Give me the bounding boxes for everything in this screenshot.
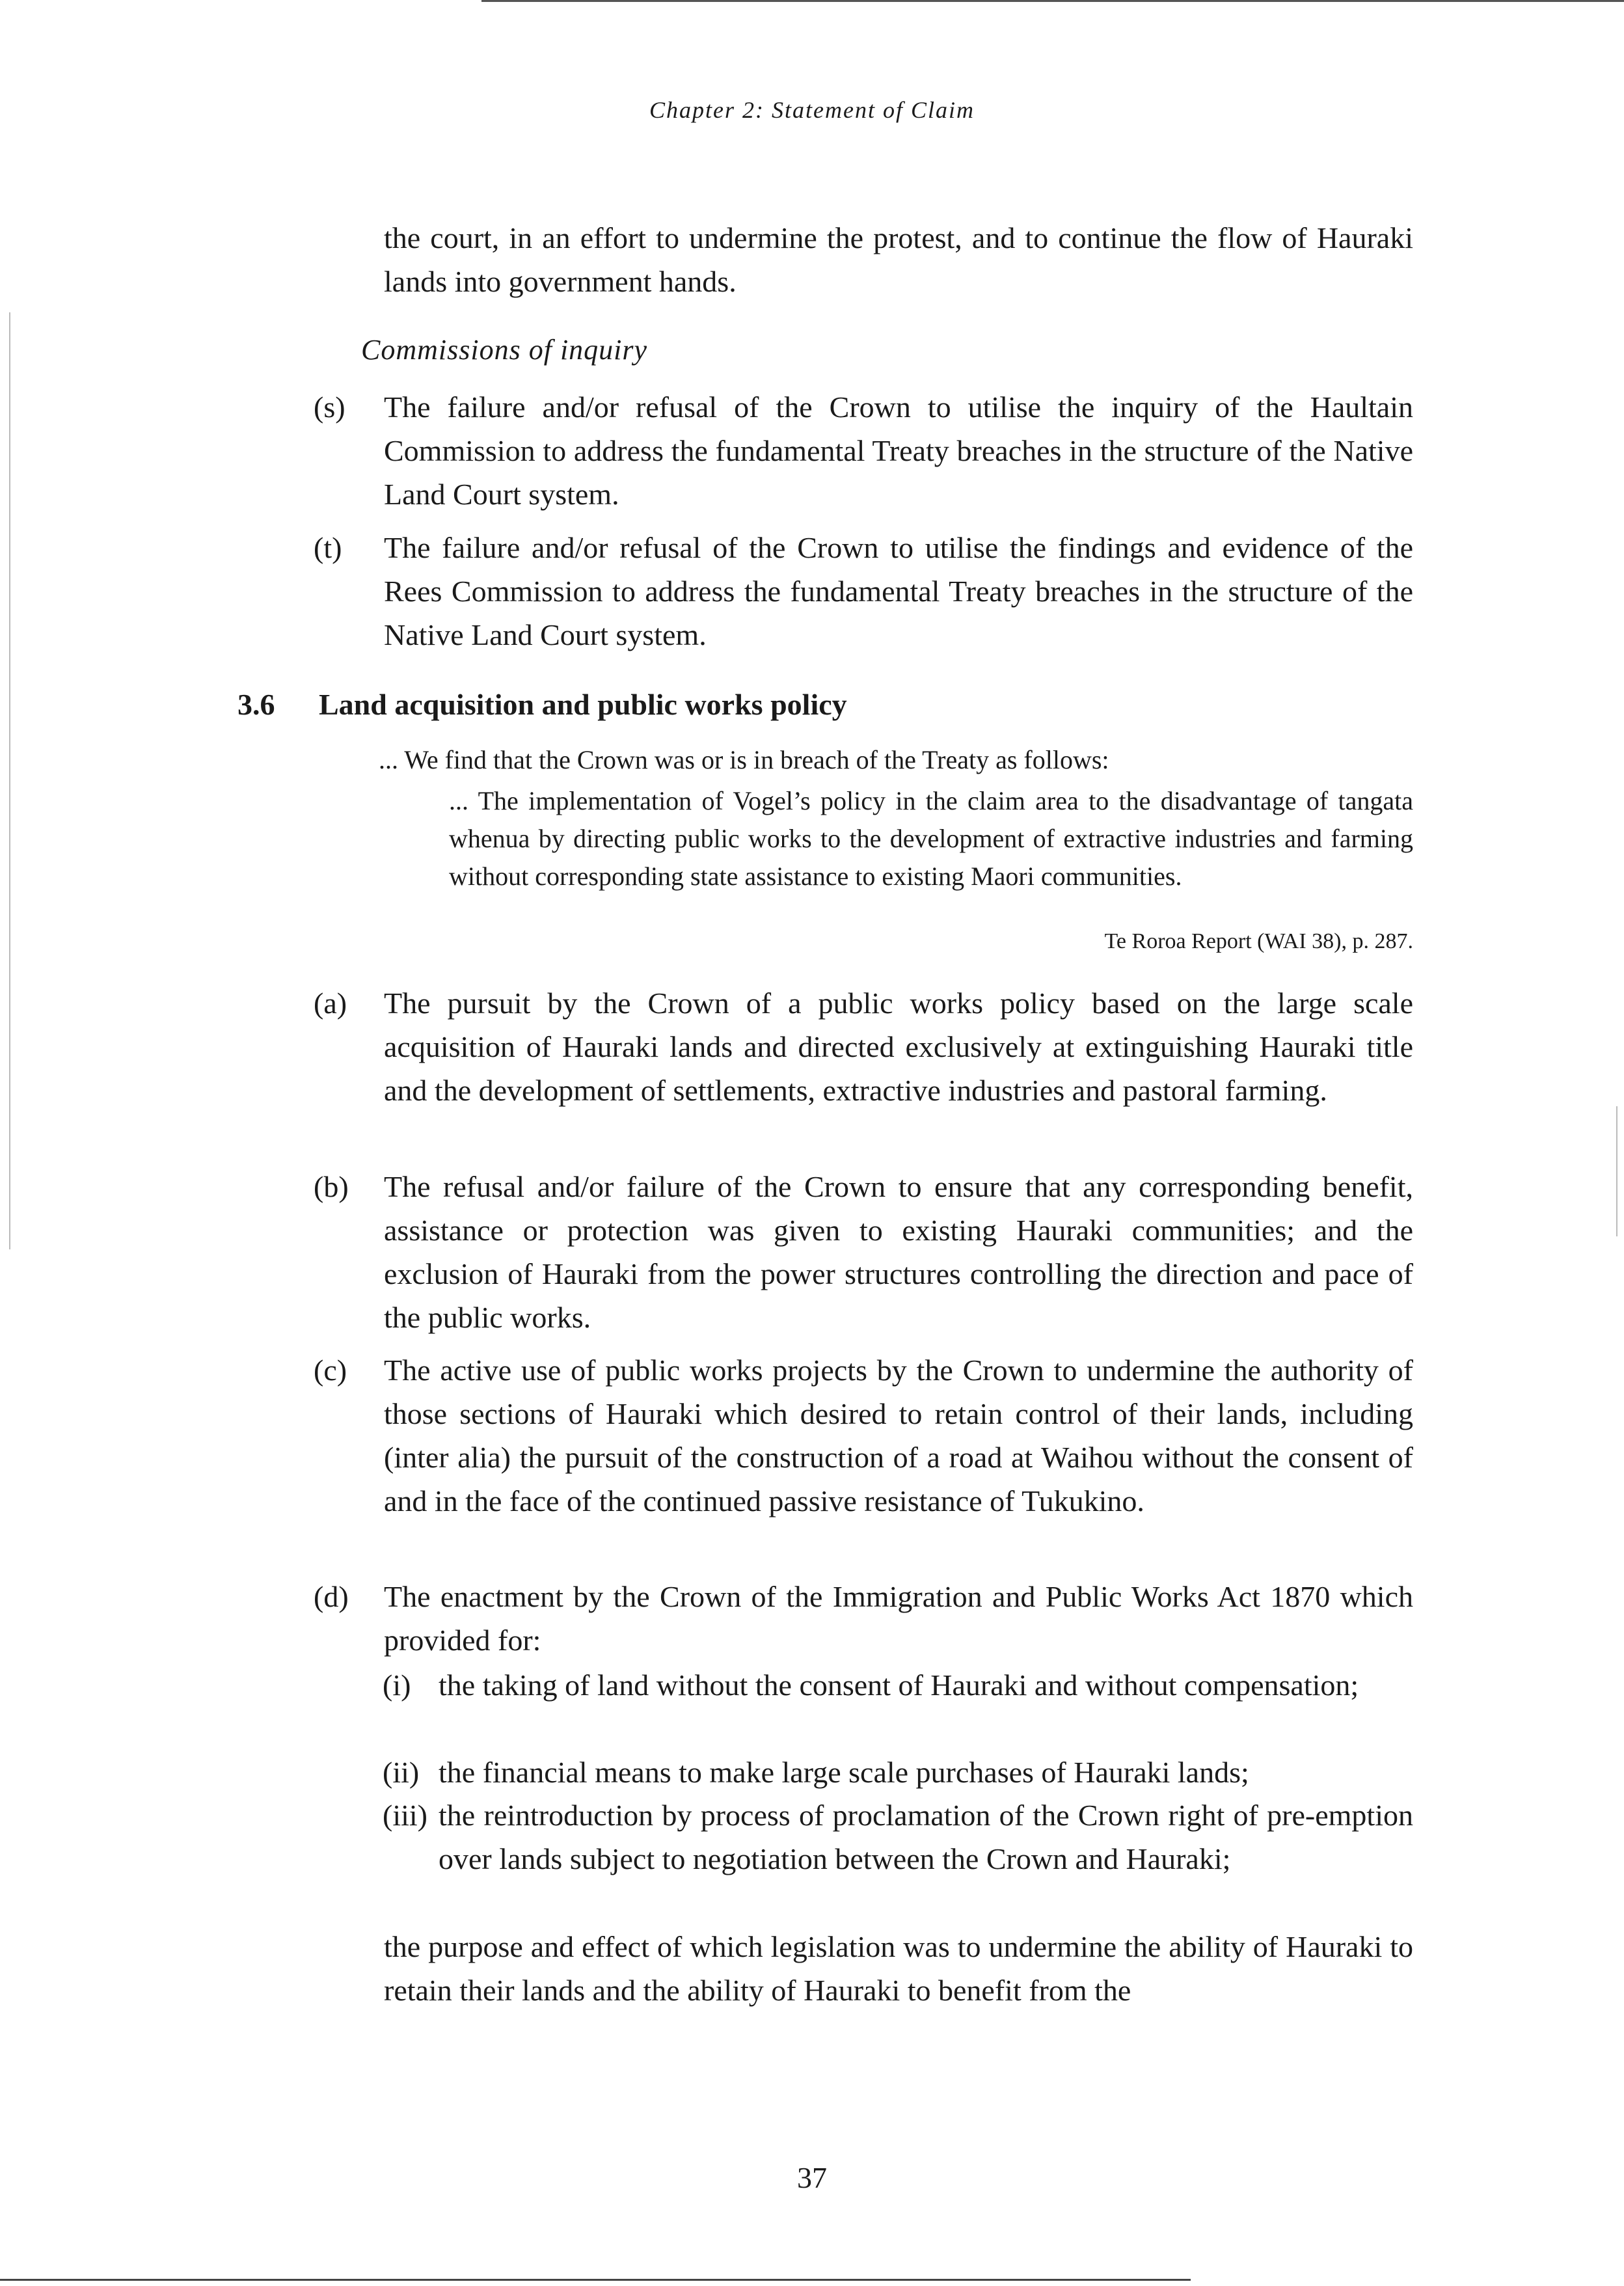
section-number: 3.6 bbox=[237, 688, 275, 721]
running-header: Chapter 2: Statement of Claim bbox=[649, 97, 975, 123]
item-label: (s) bbox=[314, 390, 345, 424]
quote-citation: Te Roroa Report (WAI 38), p. 287. bbox=[1104, 929, 1413, 953]
right-edge-mark bbox=[1616, 1106, 1617, 1236]
item-text: the taking of land without the consent of Hauraki and without compensation; bbox=[439, 1668, 1359, 1702]
item-text: The failure and/or refusal of the Crown to utilise the inquiry of the Haultain Commission to address the fundamental Treaty breaches in the structure of the Native Land Court system. bbox=[384, 390, 1413, 511]
item-text: The refusal and/or failure of the Crown to ensure that any corresponding benefit, assistance or protection was given to existing Hauraki communities; and the exclusion of Hauraki from the power structures controlling the direction and pace of the public works. bbox=[384, 1170, 1413, 1334]
bottom-rule bbox=[0, 2279, 1191, 2281]
item-text: the financial means to make large scale purchases of Hauraki lands; bbox=[439, 1756, 1249, 1789]
section-title: Land acquisition and public works policy bbox=[319, 688, 847, 721]
item-label: (t) bbox=[314, 531, 342, 564]
item-label: (i) bbox=[383, 1668, 411, 1702]
closing-paragraph: the purpose and effect of which legislation was to undermine the ability of Hauraki to retain their lands and the ability of Hauraki to benefit from the bbox=[384, 1930, 1413, 2007]
item-text: The failure and/or refusal of the Crown to utilise the findings and evidence of the Rees Commission to address the fundamental Treaty breaches in the structure of the Native Land Court system. bbox=[384, 531, 1413, 651]
page-number: 37 bbox=[797, 2161, 827, 2194]
quote-text: ... The implementation of Vogel’s policy in the claim area to the disadvantage of tangata whenua by directing public works to the development of extractive industries and farming without corresponding state assistance to existing Maori communities. bbox=[449, 786, 1413, 891]
item-label: (d) bbox=[314, 1580, 349, 1613]
quote-intro: ... We find that the Crown was or is in breach of the Treaty as follows: bbox=[379, 745, 1109, 774]
item-label: (a) bbox=[314, 987, 347, 1020]
item-label: (ii) bbox=[383, 1756, 420, 1789]
item-label: (iii) bbox=[383, 1799, 427, 1832]
top-rule bbox=[481, 0, 1624, 2]
item-text: the reintroduction by process of proclamation of the Crown right of pre-emption over lands subject to negotiation between the Crown and Hauraki; bbox=[439, 1799, 1413, 1875]
commissions-heading: Commissions of inquiry bbox=[361, 334, 648, 366]
item-text: The enactment by the Crown of the Immigration and Public Works Act 1870 which provided for: bbox=[384, 1580, 1413, 1657]
left-edge-mark bbox=[9, 312, 10, 1249]
item-label: (b) bbox=[314, 1170, 349, 1203]
item-text: The active use of public works projects by the Crown to undermine the authority of those sections of Hauraki which desired to retain control of their lands, including (inter alia) the pursuit of the construction of a road at Waihou without the consent of and in the face of the continued passive resistance of Tukukino. bbox=[384, 1354, 1413, 1517]
intro-paragraph: the court, in an effort to undermine the protest, and to continue the flow of Hauraki lands into government hands. bbox=[384, 221, 1413, 298]
item-text: The pursuit by the Crown of a public works policy based on the large scale acquisition of Hauraki lands and directed exclusively at extinguishing Hauraki title and the development of settlements, extractive industries and pastoral farming. bbox=[384, 987, 1413, 1107]
item-label: (c) bbox=[314, 1354, 347, 1387]
